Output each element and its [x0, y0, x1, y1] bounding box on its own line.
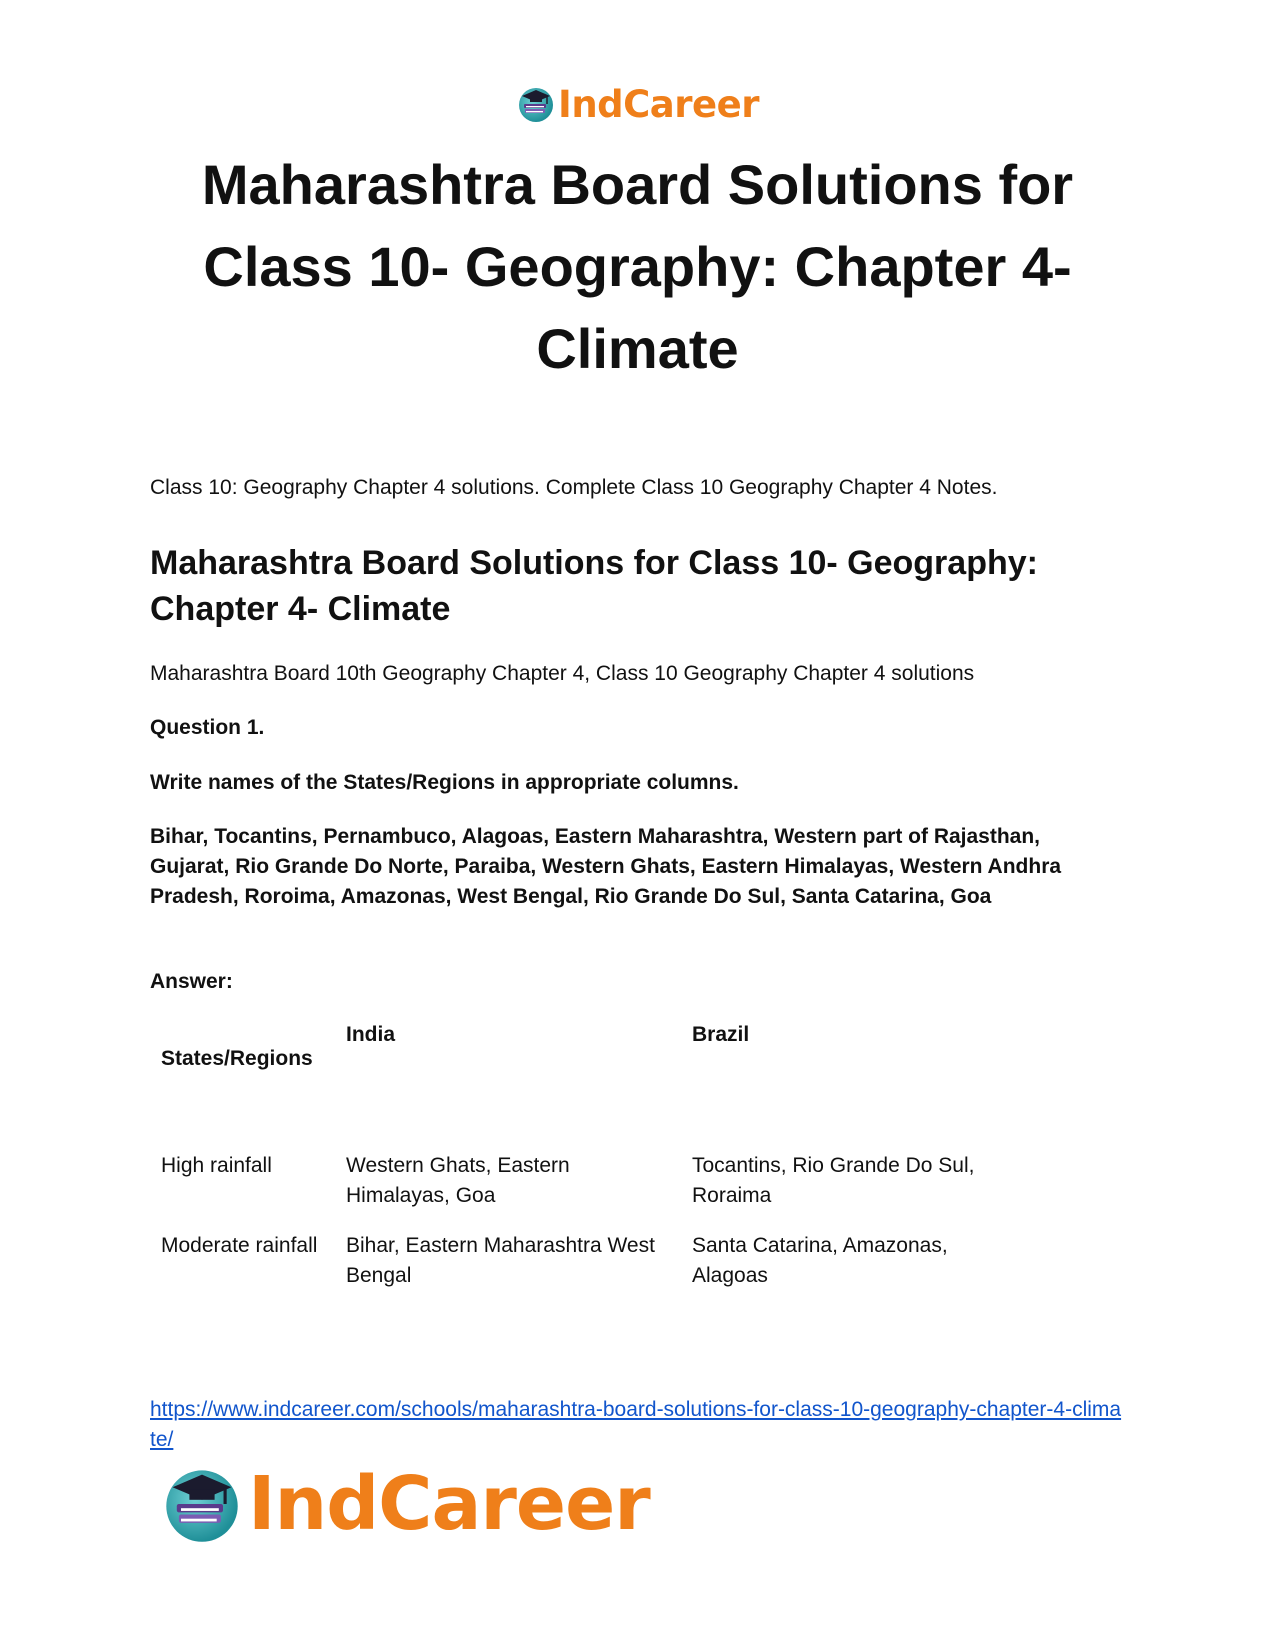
- table-cell: Bihar, Eastern Maharashtra West Bengal: [346, 1234, 655, 1287]
- table-cell: High rainfall: [161, 1154, 272, 1177]
- answer-label: Answer:: [150, 970, 233, 993]
- table-header-cell: States/Regions: [161, 1047, 313, 1070]
- table-cell: Western Ghats, Eastern Himalayas, Goa: [346, 1154, 570, 1207]
- question-list: Bihar, Tocantins, Pernambuco, Alagoas, Eastern Maharashtra, Western part of Rajasthan, Gujarat, Rio Grande Do Norte, Paraiba, Western Ghats, Eastern Himalayas, Western Andhra Pradesh, Roroima, Amazonas, West Bengal, Rio Grande Do Sul, Santa Catarina, Goa: [150, 825, 1062, 908]
- table-cell: Santa Catarina, Amazonas, Alagoas: [692, 1234, 948, 1287]
- logo-wordmark: IndCareer: [558, 82, 759, 126]
- page-title: Maharashtra Board Solutions for Class 10- Geography: Chapter 4- Climate: [201, 153, 1074, 380]
- table-header-cell: India: [346, 1023, 396, 1046]
- section-heading: Maharashtra Board Solutions for Class 10- Geography: Chapter 4- Climate: [150, 544, 1038, 628]
- table-cell: Moderate rainfall: [161, 1234, 318, 1257]
- question-text: Write names of the States/Regions in appropriate columns.: [150, 771, 739, 794]
- graduation-cap-book-globe-icon: [516, 84, 556, 124]
- section-paragraph: Maharashtra Board 10th Geography Chapter 4, Class 10 Geography Chapter 4 solutions: [150, 662, 975, 685]
- logo-wordmark: IndCareer: [248, 1461, 650, 1547]
- header-logo: [0, 82, 1275, 126]
- question-label: Question 1.: [150, 716, 265, 739]
- table-header-cell: Brazil: [692, 1023, 750, 1046]
- source-link[interactable]: https://www.indcareer.com/schools/maharashtra-board-solutions-for-class-10-geography-chapter-4-climate/: [150, 1398, 1122, 1451]
- graduation-cap-book-globe-icon: [160, 1462, 244, 1546]
- table-cell: Tocantins, Rio Grande Do Sul, Roraima: [692, 1154, 975, 1207]
- footer-logo: [160, 1458, 650, 1550]
- intro-paragraph: Class 10: Geography Chapter 4 solutions. Complete Class 10 Geography Chapter 4 Notes.: [150, 476, 998, 499]
